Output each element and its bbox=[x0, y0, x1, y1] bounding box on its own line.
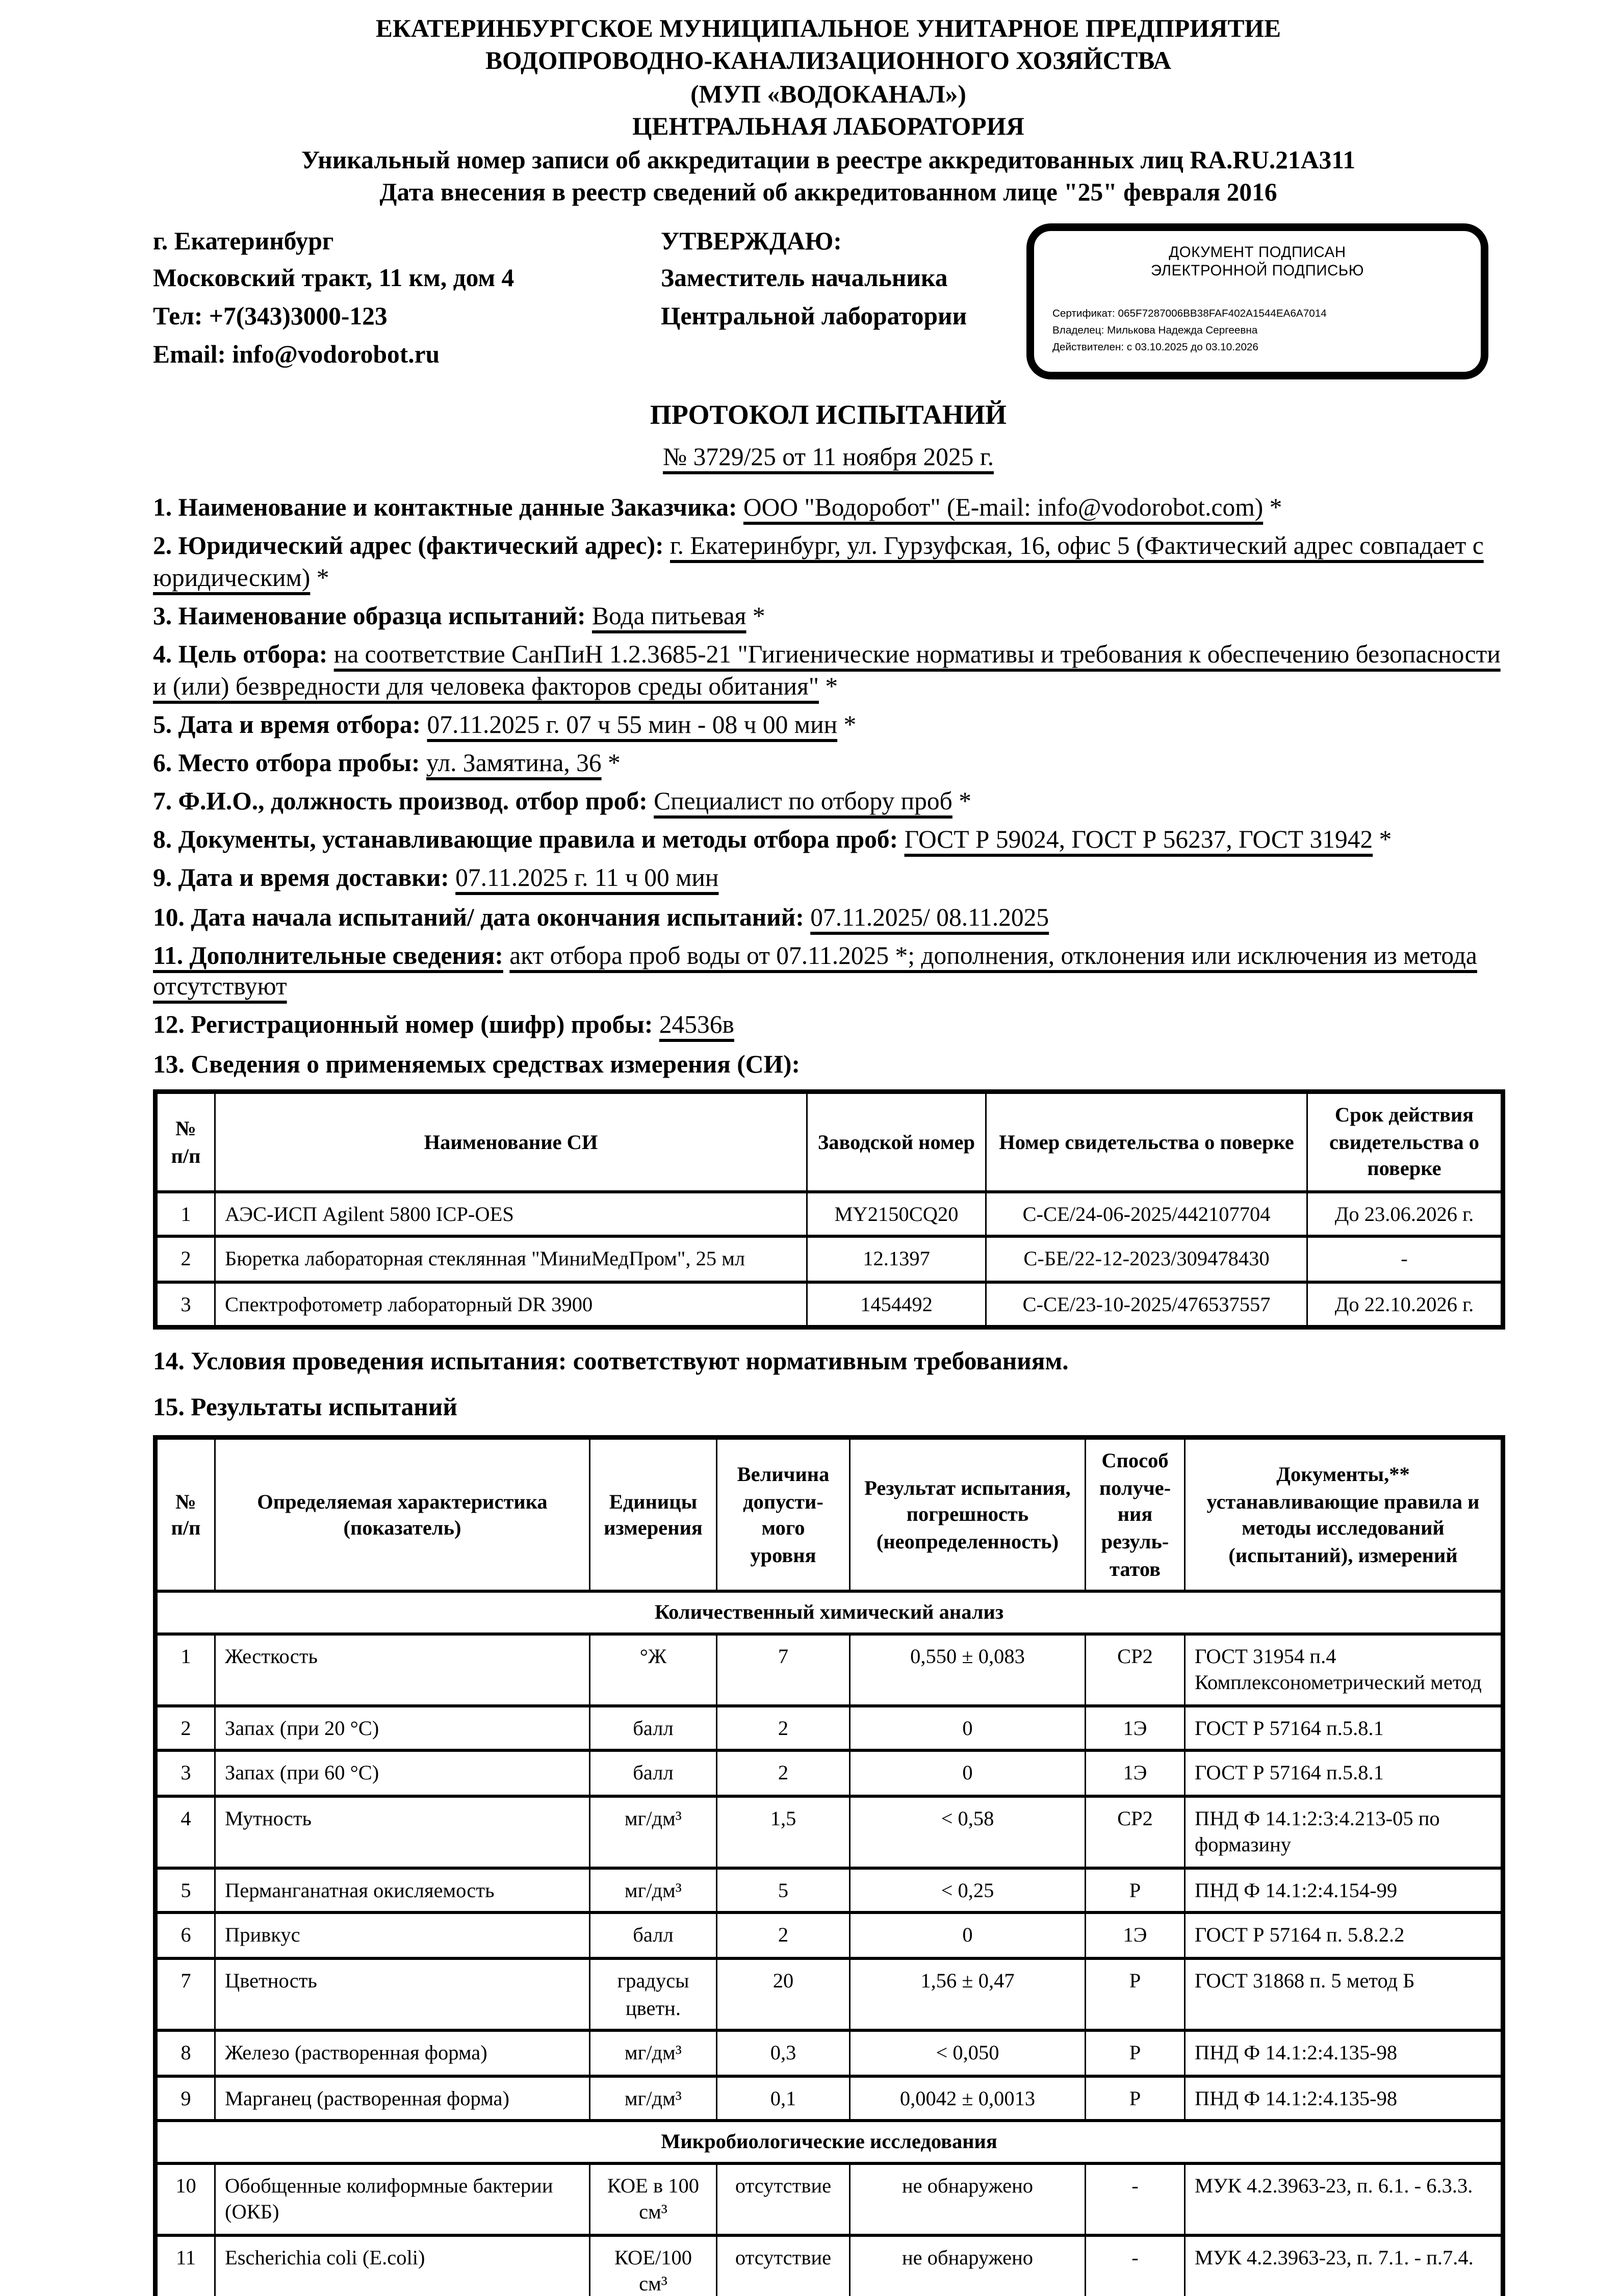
result-cell: 1Э bbox=[1086, 1751, 1185, 1796]
si-cell: С-БЕ/22-12-2023/309478430 bbox=[986, 1237, 1307, 1282]
result-cell: СР2 bbox=[1086, 1634, 1185, 1705]
result-cell: < 0,25 bbox=[850, 1868, 1086, 1914]
result-row-2 bbox=[156, 1705, 1503, 1751]
result-cell: Р bbox=[1086, 1868, 1185, 1914]
result-cell: 10 bbox=[156, 2163, 215, 2235]
si-cell: 1454492 bbox=[807, 1282, 986, 1328]
si-cell: 2 bbox=[156, 1237, 215, 1282]
results-header-method: Способ получения результатов bbox=[1086, 1438, 1185, 1592]
result-cell: ПНД Ф 14.1:2:4.135-98 bbox=[1185, 2076, 1503, 2121]
result-cell: КОЕ/100 см³ bbox=[590, 2235, 717, 2296]
section-chemical-analysis bbox=[156, 1591, 1503, 1634]
result-cell: балл bbox=[590, 1751, 717, 1796]
si-cell: - bbox=[1307, 1237, 1503, 1282]
result-row-7 bbox=[156, 1958, 1503, 2030]
result-cell: Р bbox=[1086, 2076, 1185, 2121]
result-cell: 0 bbox=[850, 1913, 1086, 1958]
result-cell: 6 bbox=[156, 1913, 215, 1958]
result-cell: Обобщенные колиформные бактерии (ОКБ) bbox=[215, 2163, 590, 2235]
result-cell: 0,3 bbox=[717, 2030, 850, 2076]
result-cell: ГОСТ Р 57164 п. 5.8.2.2 bbox=[1185, 1913, 1503, 1958]
results-header-docs: Документы,** устанавливающие правила и методы исследований (испытаний), измерений bbox=[1185, 1438, 1503, 1592]
contact-address: Московский тракт, 11 км, дом 4 bbox=[153, 264, 514, 293]
result-cell: ПНД Ф 14.1:2:4.154-99 bbox=[1185, 1868, 1503, 1914]
item-sample-name: 3. Наименование образца испытаний: Вода питьевая * bbox=[153, 601, 765, 631]
item-sampling-place: 6. Место отбора пробы: ул. Замятина, 36 * bbox=[153, 748, 621, 778]
result-cell: °Ж bbox=[590, 1634, 717, 1705]
result-row-10 bbox=[156, 2163, 1503, 2235]
result-cell: Мутность bbox=[215, 1796, 590, 1868]
contact-city: г. Екатеринбург bbox=[153, 225, 334, 255]
result-cell: МУК 4.2.3963-23, п. 7.1. - п.7.4. bbox=[1185, 2235, 1503, 2296]
result-cell: 2 bbox=[717, 1913, 850, 1958]
item-registration-number: 12. Регистрационный номер (шифр) пробы: 24536в bbox=[153, 1010, 734, 1040]
result-row-1 bbox=[156, 1634, 1503, 1705]
si-cell: До 23.06.2026 г. bbox=[1307, 1192, 1503, 1237]
contact-phone: Тел: +7(343)3000-123 bbox=[153, 301, 388, 331]
result-cell: КОЕ в 100 см³ bbox=[590, 2163, 717, 2235]
lab-contacts bbox=[153, 223, 581, 374]
si-header-validity: Срок действия свидетельства о поверке bbox=[1307, 1092, 1503, 1191]
result-row-11 bbox=[156, 2235, 1503, 2296]
si-row-3 bbox=[156, 1282, 1503, 1328]
result-cell: 20 bbox=[717, 1958, 850, 2030]
si-cell: 3 bbox=[156, 1282, 215, 1328]
si-header-name: Наименование СИ bbox=[215, 1092, 807, 1191]
result-cell: мг/дм³ bbox=[590, 2076, 717, 2121]
result-cell: ПНД Ф 14.1:2:3:4.213-05 по формазину bbox=[1185, 1796, 1503, 1868]
document-number-date bbox=[153, 443, 1504, 473]
org-name-line-2: ВОДОПРОВОДНО-КАНАЛИЗАЦИОННОГО ХОЗЯЙСТВА bbox=[485, 46, 1172, 76]
result-cell: 3 bbox=[156, 1751, 215, 1796]
results-header-num: № п/п bbox=[156, 1438, 215, 1592]
result-cell: ГОСТ Р 57164 п.5.8.1 bbox=[1185, 1705, 1503, 1751]
result-row-8 bbox=[156, 2030, 1503, 2076]
result-cell: не обнаружено bbox=[850, 2235, 1086, 2296]
item-test-dates: 10. Дата начала испытаний/ дата окончания испытаний: 07.11.2025/ 08.11.2025 bbox=[153, 902, 1049, 931]
approver-position-line-1: Заместитель начальника bbox=[661, 264, 948, 293]
registry-date-line: Дата внесения в реестр сведений об аккредитованном лице "25" февраля 2016 bbox=[379, 177, 1277, 207]
result-cell: Железо (растворенная форма) bbox=[215, 2030, 590, 2076]
result-cell: ГОСТ 31868 п. 5 метод Б bbox=[1185, 1958, 1503, 2030]
document-title: ПРОТОКОЛ ИСПЫТАНИЙ bbox=[650, 399, 1007, 430]
result-cell: Цветность bbox=[215, 1958, 590, 2030]
result-cell: СР2 bbox=[1086, 1796, 1185, 1868]
section-chemical-analysis-label: Количественный химический анализ bbox=[156, 1591, 1503, 1634]
result-cell: < 0,58 bbox=[850, 1796, 1086, 1868]
result-cell: Escherichia coli (E.coli) bbox=[215, 2235, 590, 2296]
result-cell: 11 bbox=[156, 2235, 215, 2296]
result-cell: 0,1 bbox=[717, 2076, 850, 2121]
si-cell: Спектрофотометр лабораторный DR 3900 bbox=[215, 1282, 807, 1328]
result-cell: 1 bbox=[156, 1634, 215, 1705]
result-cell: Привкус bbox=[215, 1913, 590, 1958]
approval-title: УТВЕРЖДАЮ: bbox=[661, 225, 842, 255]
document-number-date-value: № 3729/25 от 11 ноября 2025 г. bbox=[662, 442, 994, 472]
stamp-title-line-1: ДОКУМЕНТ ПОДПИСАН bbox=[1169, 244, 1346, 261]
result-cell: балл bbox=[590, 1705, 717, 1751]
result-cell: Перманганатная окисляемость bbox=[215, 1868, 590, 1914]
result-cell: мг/дм³ bbox=[590, 2030, 717, 2076]
result-cell: < 0,050 bbox=[850, 2030, 1086, 2076]
result-row-6 bbox=[156, 1913, 1503, 1958]
result-cell: ГОСТ 31954 п.4 Комплексонометрический метод bbox=[1185, 1634, 1503, 1705]
section-microbiology-label: Микробиологические исследования bbox=[156, 2121, 1503, 2163]
org-lab-name: ЦЕНТРАЛЬНАЯ ЛАБОРАТОРИЯ bbox=[632, 112, 1024, 141]
result-cell: 0 bbox=[850, 1751, 1086, 1796]
result-cell: 0,550 ± 0,083 bbox=[850, 1634, 1086, 1705]
si-row-1 bbox=[156, 1192, 1503, 1237]
item-sampling-documents: 8. Документы, устанавливающие правила и методы отбора проб: ГОСТ Р 59024, ГОСТ Р 56237, ГОСТ 31942 * bbox=[153, 825, 1392, 854]
si-header-row bbox=[156, 1092, 1503, 1191]
stamp-certificate: Сертификат: 065F7287006BB38FAF402A1544EA6A7014 bbox=[1052, 309, 1327, 320]
item-customer: 1. Наименование и контактные данные Заказчика: ООО "Водоробот" (E-mail: info@vodorobot.com) * bbox=[153, 493, 1282, 522]
result-row-9 bbox=[156, 2076, 1503, 2121]
result-cell: балл bbox=[590, 1913, 717, 1958]
accreditation-number-line: Уникальный номер записи об аккредитации в реестре аккредитованных лиц RA.RU.21А311 bbox=[301, 145, 1356, 174]
result-cell: ПНД Ф 14.1:2:4.135-98 bbox=[1185, 2030, 1503, 2076]
item-sampling-datetime: 5. Дата и время отбора: 07.11.2025 г. 07 ч 55 мин - 08 ч 00 мин * bbox=[153, 709, 857, 739]
result-cell: 7 bbox=[156, 1958, 215, 2030]
result-cell: - bbox=[1086, 2235, 1185, 2296]
test-results-table bbox=[153, 1436, 1505, 2296]
result-cell: 0 bbox=[850, 1705, 1086, 1751]
result-cell: Жесткость bbox=[215, 1634, 590, 1705]
result-cell: градусы цветн. bbox=[590, 1958, 717, 2030]
measuring-instruments-table bbox=[153, 1090, 1505, 1331]
result-cell: 0,0042 ± 0,0013 bbox=[850, 2076, 1086, 2121]
results-header-row bbox=[156, 1438, 1503, 1592]
result-cell: Р bbox=[1086, 2030, 1185, 2076]
item-measuring-instruments: 13. Сведения о применяемых средствах измерения (СИ): bbox=[153, 1049, 800, 1078]
section-microbiology bbox=[156, 2121, 1503, 2163]
si-header-serial: Заводской номер bbox=[807, 1092, 986, 1191]
result-cell: не обнаружено bbox=[850, 2163, 1086, 2235]
si-cell: 1 bbox=[156, 1192, 215, 1237]
result-cell: 1,56 ± 0,47 bbox=[850, 1958, 1086, 2030]
results-header-result: Результат испытания, погрешность (неопределенность) bbox=[850, 1438, 1086, 1592]
digital-signature-stamp bbox=[1026, 223, 1488, 380]
results-header-limit: Величина допустимого уровня bbox=[717, 1438, 850, 1592]
result-cell: 1Э bbox=[1086, 1705, 1185, 1751]
stamp-validity: Действителен: с 03.10.2025 до 03.10.2026 bbox=[1052, 342, 1258, 353]
results-section-title: 15. Результаты испытаний bbox=[153, 1392, 457, 1421]
si-cell: MY2150CQ20 bbox=[807, 1192, 986, 1237]
item-additional-info: 11. Дополнительные сведения: акт отбора проб воды от 07.11.2025 *; дополнения, отклонения или исключения из метода отсутствуют bbox=[153, 940, 1477, 1001]
result-cell: 2 bbox=[156, 1705, 215, 1751]
result-cell: 5 bbox=[156, 1868, 215, 1914]
si-cell: 12.1397 bbox=[807, 1237, 986, 1282]
si-row-2 bbox=[156, 1237, 1503, 1282]
org-name-line-1: ЕКАТЕРИНБУРГСКОЕ МУНИЦИПАЛЬНОЕ УНИТАРНОЕ ПРЕДПРИЯТИЕ bbox=[375, 14, 1281, 43]
stamp-title bbox=[1052, 244, 1462, 283]
result-row-5 bbox=[156, 1868, 1503, 1914]
result-cell: 9 bbox=[156, 2076, 215, 2121]
result-cell: 1,5 bbox=[717, 1796, 850, 1868]
result-cell: ГОСТ Р 57164 п.5.8.1 bbox=[1185, 1751, 1503, 1796]
item-legal-address: 2. Юридический адрес (фактический адрес): г. Екатеринбург, ул. Гурзуфская, 16, офис 5 (Фактический адрес совпадает с юридическим) * bbox=[153, 531, 1484, 592]
stamp-owner: Владелец: Милькова Надежда Сергеевна bbox=[1052, 325, 1258, 337]
si-cell: АЭС-ИСП Agilent 5800 ICP-OES bbox=[215, 1192, 807, 1237]
results-header-unit: Единицы измерения bbox=[590, 1438, 717, 1592]
result-cell: отсутствие bbox=[717, 2163, 850, 2235]
approver-position-line-2: Центральной лаборатории bbox=[661, 301, 967, 331]
si-cell: До 22.10.2026 г. bbox=[1307, 1282, 1503, 1328]
approval-block bbox=[661, 223, 985, 337]
result-cell: 2 bbox=[717, 1705, 850, 1751]
result-cell: мг/дм³ bbox=[590, 1868, 717, 1914]
si-cell: С-СЕ/23-10-2025/476537557 bbox=[986, 1282, 1307, 1328]
protocol-items bbox=[153, 493, 1504, 1081]
result-row-4 bbox=[156, 1796, 1503, 1868]
si-cell: Бюретка лабораторная стеклянная "МиниМедПром", 25 мл bbox=[215, 1237, 807, 1282]
contact-email: Email: info@vodorobot.ru bbox=[153, 339, 440, 369]
result-cell: 7 bbox=[717, 1634, 850, 1705]
result-cell: 4 bbox=[156, 1796, 215, 1868]
si-header-num: № п/п bbox=[156, 1092, 215, 1191]
item-sampling-purpose: 4. Цель отбора: на соответствие СанПиН 1.2.3685-21 "Гигиенические нормативы и требования к обеспечению безопасности и (или) безвредности для человека факторов среды обитания" * bbox=[153, 640, 1501, 701]
organization-header bbox=[153, 12, 1504, 209]
mid-sections bbox=[153, 1345, 1504, 1423]
org-name-line-3: (МУП «ВОДОКАНАЛ») bbox=[690, 79, 966, 109]
stamp-title-line-2: ЭЛЕКТРОННОЙ ПОДПИСЬЮ bbox=[1150, 264, 1364, 281]
stamp-details bbox=[1052, 308, 1462, 356]
result-cell: отсутствие bbox=[717, 2235, 850, 2296]
result-cell: мг/дм³ bbox=[590, 1796, 717, 1868]
result-cell: 8 bbox=[156, 2030, 215, 2076]
result-cell: 1Э bbox=[1086, 1913, 1185, 1958]
result-row-3 bbox=[156, 1751, 1503, 1796]
si-cell: С-СЕ/24-06-2025/442107704 bbox=[986, 1192, 1307, 1237]
item-sampler-name: 7. Ф.И.О., должность производ. отбор проб: Специалист по отбору проб * bbox=[153, 786, 971, 816]
result-cell: 2 bbox=[717, 1751, 850, 1796]
result-cell: Запах (при 60 °С) bbox=[215, 1751, 590, 1796]
result-cell: 5 bbox=[717, 1868, 850, 1914]
top-info-block bbox=[153, 223, 1504, 380]
item-test-conditions: 14. Условия проведения испытания: соответствуют нормативным требованиям. bbox=[153, 1347, 1069, 1376]
result-cell: МУК 4.2.3963-23, п. 6.1. - 6.3.3. bbox=[1185, 2163, 1503, 2235]
item-delivery-datetime: 9. Дата и время доставки: 07.11.2025 г. 11 ч 00 мин bbox=[153, 863, 719, 893]
result-cell: Р bbox=[1086, 1958, 1185, 2030]
results-header-characteristic: Определяемая характеристика (показатель) bbox=[215, 1438, 590, 1592]
result-cell: Марганец (растворенная форма) bbox=[215, 2076, 590, 2121]
si-header-cert: Номер свидетельства о поверке bbox=[986, 1092, 1307, 1191]
result-cell: Запах (при 20 °С) bbox=[215, 1705, 590, 1751]
result-cell: - bbox=[1086, 2163, 1185, 2235]
